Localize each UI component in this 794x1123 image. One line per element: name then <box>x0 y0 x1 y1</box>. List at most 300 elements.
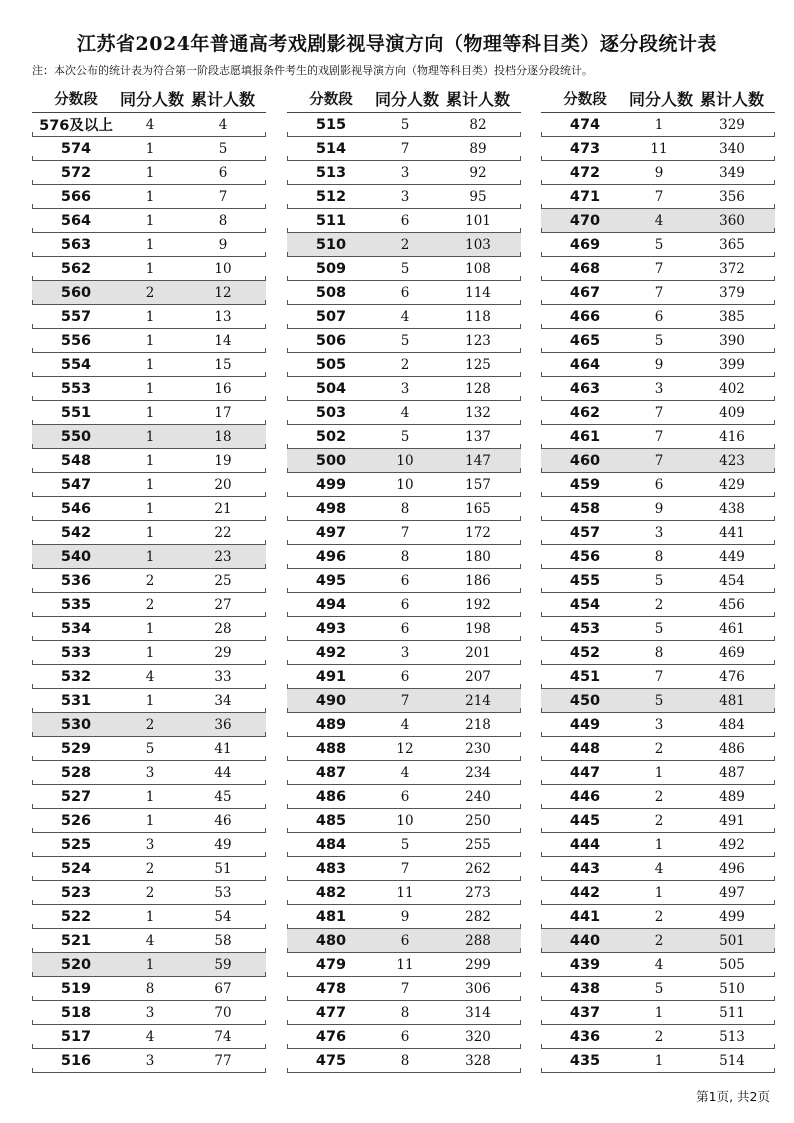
score-cell: 497 <box>315 524 347 541</box>
cumulative-cell: 365 <box>719 236 745 253</box>
table-row <box>32 665 266 689</box>
count-cell: 2 <box>145 284 155 301</box>
cumulative-cell: 476 <box>719 668 745 685</box>
score-cell: 440 <box>569 932 601 949</box>
table-row <box>541 161 775 185</box>
table-row <box>287 977 521 1001</box>
count-cell: 8 <box>654 548 664 565</box>
count-cell: 2 <box>654 788 664 805</box>
count-cell: 9 <box>654 500 664 517</box>
count-cell: 4 <box>400 308 410 325</box>
score-cell: 523 <box>60 884 92 901</box>
table-row <box>32 929 266 953</box>
cumulative-cell: 299 <box>465 956 491 973</box>
count-cell: 11 <box>396 956 414 973</box>
cumulative-cell: 92 <box>469 164 487 181</box>
table-row <box>287 329 521 353</box>
cumulative-cell: 230 <box>465 740 491 757</box>
cumulative-cell: 288 <box>465 932 491 949</box>
cumulative-cell: 328 <box>465 1052 491 1069</box>
score-cell: 467 <box>569 284 601 301</box>
table-row <box>32 113 266 137</box>
score-cell: 477 <box>315 1004 347 1021</box>
table-row <box>287 641 521 665</box>
count-cell: 8 <box>654 644 664 661</box>
table-header <box>541 84 775 113</box>
count-cell: 4 <box>145 1028 155 1045</box>
table-row <box>541 977 775 1001</box>
table-row <box>32 617 266 641</box>
table-row <box>541 401 775 425</box>
count-cell: 4 <box>145 932 155 949</box>
count-cell: 3 <box>654 716 664 733</box>
header-score: 分数段 <box>309 91 353 108</box>
score-cell: 511 <box>315 212 347 229</box>
cumulative-cell: 282 <box>465 908 491 925</box>
count-cell: 1 <box>145 404 155 421</box>
table-row <box>32 833 266 857</box>
cumulative-cell: 15 <box>214 356 232 373</box>
cumulative-cell: 6 <box>218 164 228 181</box>
count-cell: 2 <box>654 740 664 757</box>
score-cell: 560 <box>60 284 92 301</box>
table-row <box>541 617 775 641</box>
count-cell: 1 <box>145 476 155 493</box>
table-row <box>287 929 521 953</box>
score-cell: 457 <box>569 524 601 541</box>
table-row <box>32 497 266 521</box>
count-cell: 1 <box>145 452 155 469</box>
cumulative-cell: 255 <box>465 836 491 853</box>
cumulative-cell: 29 <box>214 644 232 661</box>
score-cell: 470 <box>569 212 601 229</box>
score-cell: 521 <box>60 932 92 949</box>
table-header <box>287 84 521 113</box>
score-cell: 439 <box>569 956 601 973</box>
cumulative-cell: 501 <box>719 932 745 949</box>
table-row <box>32 593 266 617</box>
table-row <box>32 761 266 785</box>
table-row <box>287 281 521 305</box>
score-cell: 533 <box>60 644 92 661</box>
cumulative-cell: 262 <box>465 860 491 877</box>
cumulative-cell: 5 <box>218 140 228 157</box>
cumulative-cell: 4 <box>218 116 228 133</box>
table-row <box>287 377 521 401</box>
cumulative-cell: 513 <box>719 1028 745 1045</box>
score-cell: 479 <box>315 956 347 973</box>
table-row <box>32 257 266 281</box>
score-cell: 536 <box>60 572 92 589</box>
count-cell: 1 <box>145 620 155 637</box>
table-row <box>541 281 775 305</box>
score-cell: 495 <box>315 572 347 589</box>
header-count: 同分人数 <box>375 89 440 109</box>
count-cell: 2 <box>654 932 664 949</box>
score-cell: 502 <box>315 428 347 445</box>
count-cell: 6 <box>400 668 410 685</box>
score-cell: 553 <box>60 380 92 397</box>
table-row <box>541 377 775 401</box>
table-note: 注：本次公布的统计表为符合第一阶段志愿填报条件考生的戏剧影视导演方向（物理等科目类）投档分逐分段统计。 <box>32 64 593 77</box>
count-cell: 10 <box>396 812 414 829</box>
count-cell: 4 <box>654 860 664 877</box>
count-cell: 10 <box>396 452 414 469</box>
table-row <box>287 233 521 257</box>
table-row <box>32 473 266 497</box>
cumulative-cell: 12 <box>214 284 232 301</box>
cumulative-cell: 379 <box>719 284 745 301</box>
count-cell: 6 <box>654 308 664 325</box>
table-row <box>541 497 775 521</box>
cumulative-cell: 16 <box>214 380 232 397</box>
cumulative-cell: 36 <box>214 716 232 733</box>
table-row <box>541 473 775 497</box>
table-row <box>287 737 521 761</box>
score-cell: 504 <box>315 380 347 397</box>
score-cell: 562 <box>60 260 92 277</box>
table-row <box>32 233 266 257</box>
cumulative-cell: 201 <box>465 644 491 661</box>
table-row <box>287 617 521 641</box>
table-row <box>287 353 521 377</box>
score-cell: 481 <box>315 908 347 925</box>
score-cell: 489 <box>315 716 347 733</box>
count-cell: 2 <box>654 812 664 829</box>
table-row <box>32 713 266 737</box>
table-row <box>32 401 266 425</box>
score-cell: 572 <box>60 164 92 181</box>
score-cell: 509 <box>315 260 347 277</box>
score-cell: 546 <box>60 500 92 517</box>
table-row <box>287 449 521 473</box>
cumulative-cell: 273 <box>465 884 491 901</box>
table-row <box>32 905 266 929</box>
cumulative-cell: 147 <box>465 452 491 469</box>
cumulative-cell: 9 <box>218 236 228 253</box>
cumulative-cell: 340 <box>719 140 745 157</box>
score-cell: 474 <box>569 116 601 133</box>
count-cell: 7 <box>654 404 664 421</box>
table-row <box>541 641 775 665</box>
score-cell: 461 <box>569 428 601 445</box>
score-cell: 526 <box>60 812 92 829</box>
table-row <box>287 1049 521 1073</box>
cumulative-cell: 10 <box>214 260 232 277</box>
cumulative-cell: 89 <box>469 140 487 157</box>
cumulative-cell: 95 <box>469 188 487 205</box>
score-cell: 436 <box>569 1028 601 1045</box>
cumulative-cell: 103 <box>465 236 491 253</box>
table-row <box>32 329 266 353</box>
score-cell: 480 <box>315 932 347 949</box>
table-row <box>287 569 521 593</box>
count-cell: 1 <box>145 188 155 205</box>
table-row <box>541 665 775 689</box>
score-cell: 486 <box>315 788 347 805</box>
cumulative-cell: 390 <box>719 332 745 349</box>
score-cell: 473 <box>569 140 601 157</box>
score-cell: 446 <box>569 788 601 805</box>
header-cumulative: 累计人数 <box>445 89 510 109</box>
table-header <box>32 84 266 113</box>
cumulative-cell: 198 <box>465 620 491 637</box>
cumulative-cell: 454 <box>719 572 745 589</box>
table-row <box>32 185 266 209</box>
table-row <box>541 137 775 161</box>
table-row <box>541 425 775 449</box>
cumulative-cell: 510 <box>719 980 745 997</box>
cumulative-cell: 481 <box>719 692 745 709</box>
table-row <box>32 377 266 401</box>
cumulative-cell: 360 <box>719 212 745 229</box>
cumulative-cell: 186 <box>465 572 491 589</box>
count-cell: 10 <box>396 476 414 493</box>
count-cell: 9 <box>400 908 410 925</box>
score-cell: 456 <box>569 548 601 565</box>
table-row <box>541 569 775 593</box>
count-cell: 4 <box>400 716 410 733</box>
cumulative-cell: 234 <box>465 764 491 781</box>
count-cell: 5 <box>400 836 410 853</box>
count-cell: 8 <box>400 500 410 517</box>
header-score: 分数段 <box>54 91 98 108</box>
count-cell: 6 <box>654 476 664 493</box>
table-row <box>541 113 775 137</box>
table-row <box>541 833 775 857</box>
table-row <box>32 1049 266 1073</box>
cumulative-cell: 59 <box>214 956 232 973</box>
table-row <box>32 209 266 233</box>
score-cell: 525 <box>60 836 92 853</box>
cumulative-cell: 416 <box>719 428 745 445</box>
score-cell: 478 <box>315 980 347 997</box>
count-cell: 11 <box>650 140 668 157</box>
score-cell: 468 <box>569 260 601 277</box>
table-row <box>287 833 521 857</box>
score-cell: 510 <box>315 236 347 253</box>
count-cell: 2 <box>654 1028 664 1045</box>
score-cell: 515 <box>315 116 347 133</box>
score-cell: 530 <box>60 716 92 733</box>
count-cell: 7 <box>654 452 664 469</box>
table-row <box>287 161 521 185</box>
table-row <box>541 305 775 329</box>
count-cell: 4 <box>400 404 410 421</box>
table-row <box>32 449 266 473</box>
score-cell: 505 <box>315 356 347 373</box>
table-row <box>541 785 775 809</box>
table-row <box>541 449 775 473</box>
table-row <box>541 1025 775 1049</box>
score-cell: 490 <box>315 692 347 709</box>
cumulative-cell: 250 <box>465 812 491 829</box>
table-row <box>287 209 521 233</box>
count-cell: 1 <box>654 884 664 901</box>
cumulative-cell: 19 <box>214 452 232 469</box>
score-cell: 445 <box>569 812 601 829</box>
cumulative-cell: 53 <box>214 884 232 901</box>
table-row <box>32 857 266 881</box>
cumulative-cell: 192 <box>465 596 491 613</box>
score-cell: 518 <box>60 1004 92 1021</box>
cumulative-cell: 423 <box>719 452 745 469</box>
count-cell: 4 <box>145 668 155 685</box>
cumulative-cell: 21 <box>214 500 232 517</box>
count-cell: 5 <box>400 116 410 133</box>
cumulative-cell: 505 <box>719 956 745 973</box>
score-cell: 462 <box>569 404 601 421</box>
count-cell: 3 <box>145 836 155 853</box>
header-count: 同分人数 <box>120 89 185 109</box>
count-cell: 4 <box>654 212 664 229</box>
count-cell: 3 <box>400 644 410 661</box>
count-cell: 7 <box>654 668 664 685</box>
table-row <box>32 569 266 593</box>
count-cell: 7 <box>654 260 664 277</box>
cumulative-cell: 27 <box>214 596 232 613</box>
score-cell: 475 <box>315 1052 347 1069</box>
cumulative-cell: 45 <box>214 788 232 805</box>
cumulative-cell: 240 <box>465 788 491 805</box>
cumulative-cell: 17 <box>214 404 232 421</box>
table-row <box>32 737 266 761</box>
score-cell: 529 <box>60 740 92 757</box>
score-cell: 464 <box>569 356 601 373</box>
score-cell: 532 <box>60 668 92 685</box>
cumulative-cell: 449 <box>719 548 745 565</box>
count-cell: 7 <box>654 428 664 445</box>
count-cell: 5 <box>654 236 664 253</box>
score-table-column-2 <box>287 84 521 1073</box>
score-cell: 512 <box>315 188 347 205</box>
count-cell: 1 <box>145 956 155 973</box>
score-cell: 451 <box>569 668 601 685</box>
cumulative-cell: 28 <box>214 620 232 637</box>
score-cell: 487 <box>315 764 347 781</box>
table-row <box>541 593 775 617</box>
score-cell: 548 <box>60 452 92 469</box>
score-cell: 483 <box>315 860 347 877</box>
table-row <box>541 929 775 953</box>
count-cell: 6 <box>400 1028 410 1045</box>
table-row <box>541 737 775 761</box>
score-cell: 441 <box>569 908 601 925</box>
score-cell: 513 <box>315 164 347 181</box>
count-cell: 2 <box>654 596 664 613</box>
table-row <box>541 905 775 929</box>
score-cell: 542 <box>60 524 92 541</box>
cumulative-cell: 356 <box>719 188 745 205</box>
score-cell: 498 <box>315 500 347 517</box>
count-cell: 1 <box>654 764 664 781</box>
score-cell: 459 <box>569 476 601 493</box>
count-cell: 4 <box>145 116 155 133</box>
count-cell: 11 <box>396 884 414 901</box>
cumulative-cell: 46 <box>214 812 232 829</box>
cumulative-cell: 497 <box>719 884 745 901</box>
cumulative-cell: 34 <box>214 692 232 709</box>
table-row <box>287 785 521 809</box>
cumulative-cell: 349 <box>719 164 745 181</box>
table-row <box>32 521 266 545</box>
count-cell: 4 <box>400 764 410 781</box>
count-cell: 5 <box>654 332 664 349</box>
table-row <box>541 689 775 713</box>
score-cell: 556 <box>60 332 92 349</box>
table-row <box>287 1001 521 1025</box>
cumulative-cell: 157 <box>465 476 491 493</box>
score-cell: 444 <box>569 836 601 853</box>
cumulative-cell: 77 <box>214 1052 232 1069</box>
count-cell: 1 <box>654 1004 664 1021</box>
score-cell: 554 <box>60 356 92 373</box>
count-cell: 2 <box>145 572 155 589</box>
table-row <box>287 305 521 329</box>
score-cell: 448 <box>569 740 601 757</box>
table-row <box>287 881 521 905</box>
score-cell: 460 <box>569 452 601 469</box>
count-cell: 12 <box>396 740 414 757</box>
count-cell: 1 <box>145 692 155 709</box>
cumulative-cell: 306 <box>465 980 491 997</box>
score-cell: 516 <box>60 1052 92 1069</box>
count-cell: 1 <box>145 812 155 829</box>
score-cell: 499 <box>315 476 347 493</box>
score-cell: 455 <box>569 572 601 589</box>
table-row <box>32 881 266 905</box>
table-row <box>287 473 521 497</box>
count-cell: 5 <box>654 572 664 589</box>
page-number: 第1页, 共2页 <box>696 1089 770 1104</box>
cumulative-cell: 51 <box>214 860 232 877</box>
cumulative-cell: 23 <box>214 548 232 565</box>
table-row <box>32 1025 266 1049</box>
score-cell: 491 <box>315 668 347 685</box>
page-title: 江苏省2024年普通高考戏剧影视导演方向（物理等科目类）逐分段统计表 <box>77 33 717 55</box>
score-cell: 465 <box>569 332 601 349</box>
count-cell: 5 <box>654 620 664 637</box>
table-row <box>287 713 521 737</box>
cumulative-cell: 25 <box>214 572 232 589</box>
score-cell: 435 <box>569 1052 601 1069</box>
score-cell: 485 <box>315 812 347 829</box>
table-row <box>32 137 266 161</box>
count-cell: 7 <box>400 140 410 157</box>
score-cell: 472 <box>569 164 601 181</box>
count-cell: 7 <box>400 860 410 877</box>
table-row <box>287 137 521 161</box>
count-cell: 2 <box>145 860 155 877</box>
cumulative-cell: 22 <box>214 524 232 541</box>
cumulative-cell: 456 <box>719 596 745 613</box>
cumulative-cell: 372 <box>719 260 745 277</box>
count-cell: 3 <box>400 380 410 397</box>
cumulative-cell: 74 <box>214 1028 232 1045</box>
count-cell: 2 <box>400 236 410 253</box>
count-cell: 3 <box>145 1004 155 1021</box>
table-row <box>541 185 775 209</box>
table-row <box>541 545 775 569</box>
table-row <box>287 953 521 977</box>
cumulative-cell: 329 <box>719 116 745 133</box>
count-cell: 3 <box>145 1052 155 1069</box>
count-cell: 8 <box>400 548 410 565</box>
count-cell: 2 <box>654 908 664 925</box>
table-row <box>541 353 775 377</box>
table-row <box>541 233 775 257</box>
cumulative-cell: 499 <box>719 908 745 925</box>
